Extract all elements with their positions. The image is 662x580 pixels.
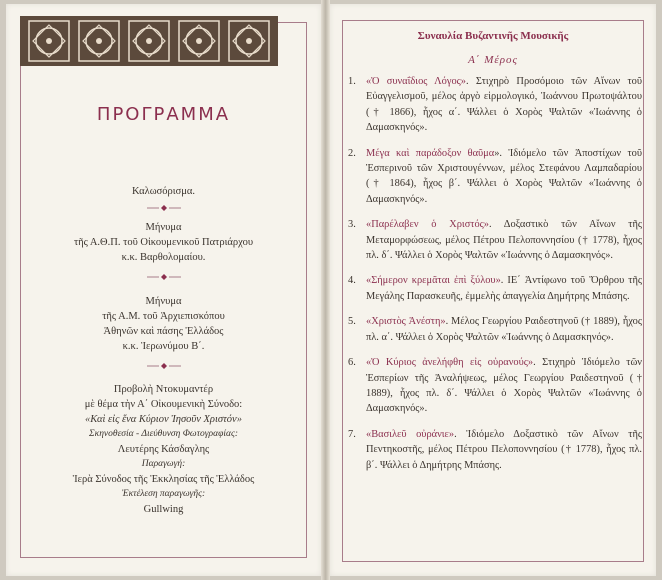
documentary-exec-producer: Gullwing: [143, 504, 184, 515]
item-title: «Ὁ συναΐδιος Λόγος»: [366, 76, 466, 87]
list-item: [348, 217, 642, 263]
documentary-title: «Καὶ εἰς ἕνα Κύριον Ἰησοῦν Χριστόν»: [85, 414, 242, 425]
message2-line3: Ἀθηνῶν καὶ πάσης Ἑλλάδος: [103, 326, 224, 337]
item-title: «Χριστὸς Ἀνέστη»: [366, 316, 446, 328]
item-number: 5.: [348, 316, 356, 328]
list-item: [348, 314, 642, 345]
ornamental-divider-icon: [147, 363, 181, 369]
item-text: . Στιχηρὸ Προσόμοιο τῶν Αἴνων τοῦ Εὐαγγελισμοῦ, μέλος ἀργὸ εἱρμολογικό, Ἰωάννου Πρωτοψάλτου († 1866), ἦχος α΄. Ψάλλει ὁ Χορὸς Ψαλτῶν «Ἰωάννης ὁ Δαμασκηνός».: [366, 76, 642, 134]
list-item: [348, 146, 642, 208]
item-number: 4.: [348, 275, 356, 287]
item-text: . ΙΕ΄ Ἀντίφωνο τοῦ Ὄρθρου τῆς Μεγάλης Παρασκευῆς, ἐμμελὴς ἀπαγγελία Δημήτρης Μπάσης.: [366, 275, 642, 302]
concert-title: Συναυλία Βυζαντινῆς Μουσικῆς: [417, 30, 569, 42]
item-number: 1.: [348, 76, 356, 87]
item-title: «Σήμερον κρεμᾶται ἐπὶ ξύλου»: [366, 275, 501, 287]
patriarch-message: [6, 220, 321, 265]
documentary-line6: Παραγωγή:: [141, 459, 186, 469]
documentary-line2: μὲ θέμα τὴν Α΄ Οἰκουμενικὴ Σύνοδο:: [84, 399, 243, 410]
list-item: [348, 273, 642, 304]
item-text: . Ἰδιόμελο Δοξαστικὸ τῶν Αἴνων τῆς Πεντηκοστῆς, μέλος Πέτρου Πελοποννησίου († 1778), ἦχος πλ. β΄. Ψάλλει ὁ Δημήτρης Μπάσης.: [366, 428, 642, 471]
item-title: «Ὁ Κύριος ἀνελήφθη εἰς οὐρανούς»: [366, 357, 534, 369]
item-text: . Δοξαστικὸ τῶν Αἴνων τῆς Μεταμορφώσεως, μέλος Πέτρου Πελοποννησίου († 1778), ἦχος πλ. δ΄. Ψάλλει ὁ Χορὸς Ψαλτῶν «Ἰωάννης ὁ Δαμασκηνός».: [366, 219, 642, 262]
message1-line2: τῆς Α.Θ.Π. τοῦ Οἰκουμενικοῦ Πατριάρχου: [73, 237, 254, 248]
documentary-section: [6, 382, 321, 517]
documentary-line4: Σκηνοθεσία - Διεύθυνση Φωτογραφίας:: [89, 429, 238, 439]
item-title: Μέγα καὶ παράδοξον θαῦμα: [366, 147, 495, 159]
message1-line1: Μήνυμα: [145, 222, 182, 233]
item-text: . Στιχηρὸ Ἰδιόμελο τῶν Ἑσπερίων τῆς Ἀναλήψεως, μέλος Γεωργίου Ραιδεστηνοῦ († 1889), ἦχος πλ. δ΄. Ψάλλει ὁ Χορὸς Ψαλτῶν «Ἰωάννης ὁ Δαμασκηνός».: [366, 357, 642, 415]
message2-line1: Μήνυμα: [145, 296, 182, 307]
item-text: . Μέλος Γεωργίου Ραιδεστηνοῦ († 1889), ἦχος πλ. α΄. Ψάλλει ὁ Χορὸς Ψαλτῶν «Ἰωάννης ὁ Δαμασκηνός».: [366, 316, 642, 343]
section-title: Α΄ Μέρος: [468, 54, 518, 66]
byzantine-knot-icon: [77, 19, 121, 63]
byzantine-knot-icon: [27, 19, 71, 63]
item-number: 6.: [348, 357, 356, 369]
item-title: «Βασιλεῦ οὐράνιε»: [366, 428, 455, 440]
message1-line3: κ.κ. Βαρθολομαίου.: [121, 252, 206, 263]
item-title: «Παρέλαβεν ὁ Χριστός»: [366, 219, 489, 231]
item-number: 7.: [348, 428, 356, 440]
item-number: 2.: [348, 147, 356, 159]
byzantine-knot-icon: [127, 19, 171, 63]
page-fold: [321, 0, 330, 580]
documentary-line1: Προβολὴ Ντοκυμαντέρ: [113, 384, 214, 395]
message2-line2: τῆς Α.Μ. τοῦ Ἀρχιεπισκόπου: [102, 311, 225, 322]
list-item: [348, 355, 642, 417]
item-text: ». Ἰδιόμελο τῶν Ἀποστίχων τοῦ Ἑσπερινοῦ τῶν Χριστουγέννων, μέλος Στεφάνου Λαμπαδαρίου († 1864), ἦχος β΄. Ψάλλει ὁ Χορὸς Ψαλτῶν «Ἰωάννης ὁ Δαμασκηνός».: [366, 147, 642, 205]
left-page: [6, 4, 321, 576]
program-title: ΠΡΟΓΡΑΜΜΑ: [96, 104, 231, 125]
message2-line4: κ.κ. Ἱερωνύμου Β΄.: [122, 341, 205, 352]
archbishop-message: [6, 294, 321, 354]
ornamental-divider-icon: [147, 205, 181, 211]
byzantine-knot-icon: [227, 19, 271, 63]
ornamental-divider-icon: [147, 274, 181, 280]
documentary-director: Λευτέρης Κάσδαγλης: [117, 444, 210, 455]
item-number: 3.: [348, 219, 356, 231]
list-item: [348, 427, 642, 473]
documentary-producer: Ἱερὰ Σύνοδος τῆς Ἐκκλησίας τῆς Ἑλλάδος: [72, 474, 255, 485]
list-item: [348, 74, 642, 136]
right-page: [330, 4, 656, 576]
welcome-text: Καλωσόρισμα.: [131, 186, 196, 197]
documentary-line8: Ἐκτέλεση παραγωγῆς:: [121, 489, 206, 499]
byzantine-ornament-band: [20, 16, 278, 66]
program-items: [348, 74, 642, 483]
byzantine-knot-icon: [177, 19, 221, 63]
